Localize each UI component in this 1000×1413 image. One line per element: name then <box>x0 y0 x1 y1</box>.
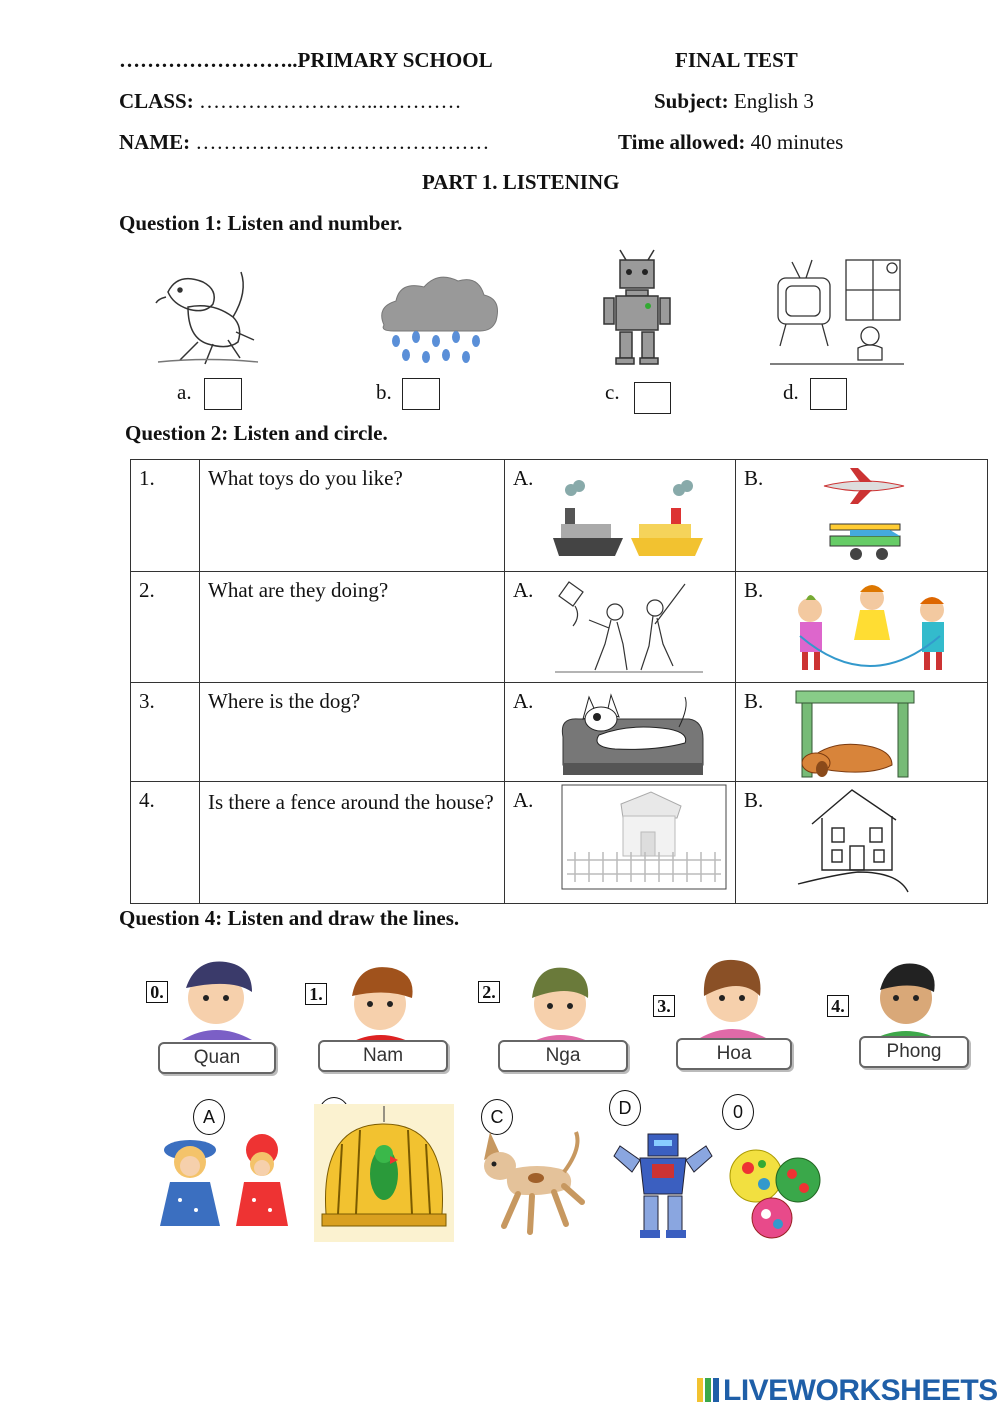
time-line <box>618 130 843 155</box>
robot-icon <box>600 248 674 366</box>
time-label: Time allowed: <box>618 130 746 154</box>
option-circle-d[interactable]: D <box>609 1090 641 1126</box>
flying-kites-icon <box>555 578 703 676</box>
parrot-cage-icon <box>314 1104 454 1242</box>
kid-number-tag: 2. <box>478 981 500 1003</box>
girl-avatar <box>688 956 778 1038</box>
q2-option-b-cell[interactable] <box>736 782 988 904</box>
subject-line <box>654 89 814 114</box>
class-line <box>119 89 461 114</box>
ships-icon <box>551 478 707 562</box>
q2-row-2 <box>131 572 988 683</box>
q2-question: What are they doing? <box>200 572 505 683</box>
q2-option-b-label: B. <box>744 578 764 602</box>
house-no-fence-icon <box>792 784 918 896</box>
q2-question: Is there a fence around the house? <box>200 782 505 904</box>
balls-icon <box>726 1140 822 1242</box>
option-circle-c[interactable]: C <box>481 1099 513 1135</box>
school-name: ……………………..PRIMARY SCHOOL <box>119 48 493 72</box>
q2-option-a-label: A. <box>513 466 534 490</box>
name-line <box>119 130 489 155</box>
part-title: PART 1. LISTENING <box>422 170 620 194</box>
kid-number-tag: 0. <box>146 981 168 1003</box>
kid-name-label: Hoa <box>676 1038 792 1070</box>
q2-option-b-cell[interactable] <box>736 460 988 572</box>
class-dots: ……………………..………… <box>198 89 462 113</box>
q1-letter-b: b. <box>376 380 392 404</box>
q1-title: Question 1: Listen and number. <box>119 211 403 235</box>
tv-room-icon <box>770 256 904 368</box>
kid-name-label: Nga <box>498 1040 628 1072</box>
dog-icon <box>474 1120 590 1240</box>
q2-num: 2. <box>131 572 200 683</box>
q2-question: Where is the dog? <box>200 683 505 782</box>
q2-row-4 <box>131 782 988 904</box>
q2-option-a-label: A. <box>513 788 534 812</box>
kid-number-tag: 1. <box>305 983 327 1005</box>
name-dots: …………………………………… <box>195 130 490 154</box>
q2-option-b-label: B. <box>744 788 764 812</box>
brand-text: LIVEWORKSHEETS <box>723 1374 998 1407</box>
time-value: 40 minutes <box>750 130 844 154</box>
dog-under-table-icon <box>792 687 918 779</box>
q2-option-a-label: A. <box>513 578 534 602</box>
skipping-rope-icon <box>780 576 976 680</box>
planes-icon <box>820 464 912 568</box>
q1-answer-box-d[interactable] <box>810 378 847 410</box>
class-label: CLASS: <box>119 89 194 113</box>
option-circle-a[interactable]: A <box>193 1099 225 1135</box>
test-title: FINAL TEST <box>675 48 798 72</box>
q1-letter-d: d. <box>783 380 799 404</box>
subject-value: English 3 <box>733 89 814 113</box>
kid-name-label: Quan <box>158 1042 276 1074</box>
q2-table <box>130 459 988 904</box>
q2-row-1 <box>131 460 988 572</box>
kid-name-label: Phong <box>859 1036 969 1068</box>
q2-option-a-cell[interactable] <box>505 683 736 782</box>
rain-cloud-icon <box>374 275 500 367</box>
q1-answer-box-c[interactable] <box>634 382 671 414</box>
dog-on-sofa-icon <box>559 687 709 779</box>
q2-title: Question 2: Listen and circle. <box>125 421 388 445</box>
q1-answer-box-a[interactable] <box>204 378 242 410</box>
q1-answer-box-b[interactable] <box>402 378 440 410</box>
boy-avatar <box>862 958 952 1040</box>
q2-question: What toys do you like? <box>200 460 505 572</box>
q1-letter-c: c. <box>605 380 620 404</box>
boy-avatar <box>172 958 262 1040</box>
q2-option-b-cell[interactable] <box>736 683 988 782</box>
dog-icon <box>148 262 266 370</box>
subject-label: Subject: <box>654 89 729 113</box>
kid-number-tag: 4. <box>827 995 849 1017</box>
liveworksheets-logo <box>697 1374 998 1408</box>
q2-option-a-cell[interactable] <box>505 782 736 904</box>
option-circle-0[interactable]: 0 <box>722 1094 754 1130</box>
q2-num: 1. <box>131 460 200 572</box>
q2-option-a-cell[interactable] <box>505 572 736 683</box>
q1-letter-a: a. <box>177 380 192 404</box>
house-with-fence-icon <box>561 784 727 890</box>
boy-avatar <box>338 962 424 1044</box>
q2-option-b-label: B. <box>744 466 764 490</box>
q2-option-b-cell[interactable] <box>736 572 988 683</box>
q2-option-a-label: A. <box>513 689 534 713</box>
q2-num: 3. <box>131 683 200 782</box>
girl-avatar <box>510 962 610 1044</box>
q2-num: 4. <box>131 782 200 904</box>
q2-option-a-cell[interactable] <box>505 460 736 572</box>
kid-name-label: Nam <box>318 1040 448 1072</box>
dolls-icon <box>152 1130 302 1240</box>
robot-icon <box>612 1130 716 1240</box>
q2-row-3 <box>131 683 988 782</box>
kid-number-tag: 3. <box>653 995 675 1017</box>
liveworksheets-icon <box>697 1378 719 1402</box>
name-label: NAME: <box>119 130 191 154</box>
q2-option-b-label: B. <box>744 689 764 713</box>
q4-title: Question 4: Listen and draw the lines. <box>119 906 460 930</box>
